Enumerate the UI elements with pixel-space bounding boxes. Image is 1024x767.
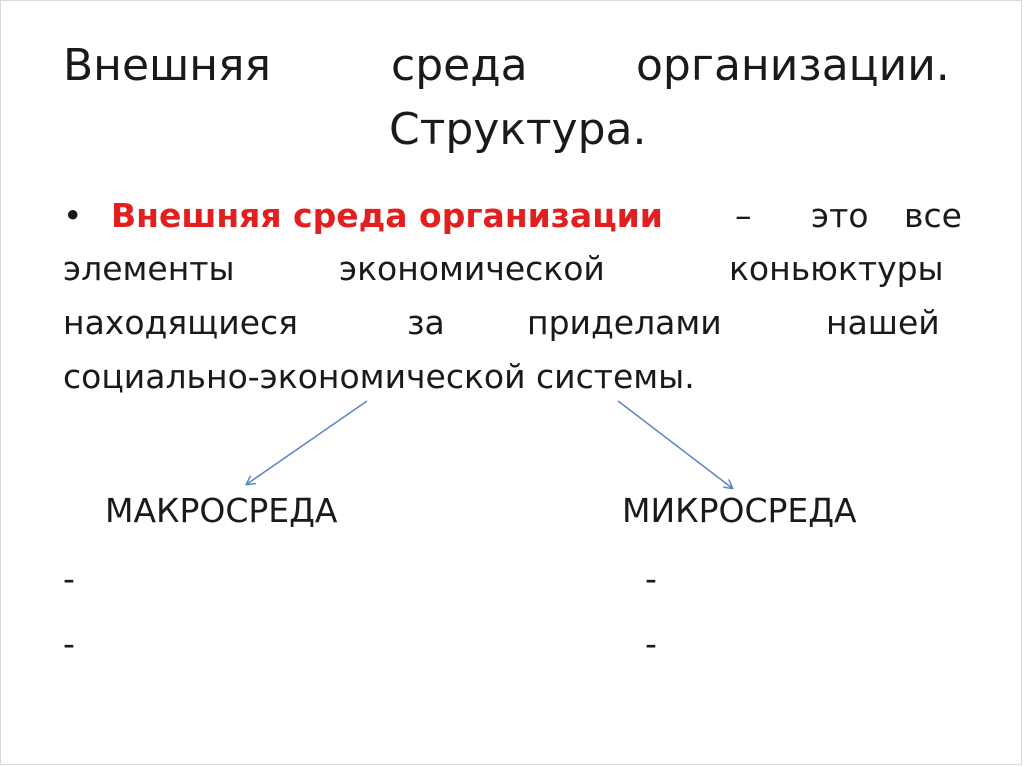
definition-word: коньюктуры [729,249,944,288]
micro-list-item: - [645,559,657,598]
micro-environment-label: МИКРОСРЕДА [622,491,857,530]
micro-list-item: - [645,624,657,663]
definition-line-4 [63,351,967,403]
title-word: организации. [636,40,950,91]
definition-word: это [811,196,869,235]
definition-line-3 [63,297,967,349]
macro-environment-label: МАКРОСРЕДА [105,491,338,530]
definition-word: нашей [826,303,940,342]
macro-list-item: - [63,624,75,663]
definition-word: все [904,196,962,235]
definition-term: Внешняя среда организации [111,196,663,235]
title-word: среда [391,40,528,91]
definition-word: – [735,196,752,235]
definition-word: за [407,303,445,342]
title-word: Внешняя [63,40,271,91]
definition-word: элементы [63,249,235,288]
definition-line-1 [63,190,967,242]
macro-list-item: - [63,559,75,598]
arrow-to-micro [618,401,732,488]
arrow-to-macro [247,401,367,484]
slide-title-line-2: Структура. [389,104,647,155]
definition-word: экономической [339,249,605,288]
definition-word: социально-экономической системы. [63,357,695,396]
definition-word: приделами [527,303,722,342]
bullet-icon: • [63,196,83,235]
definition-line-2 [63,243,967,295]
definition-word: находящиеся [63,303,299,342]
